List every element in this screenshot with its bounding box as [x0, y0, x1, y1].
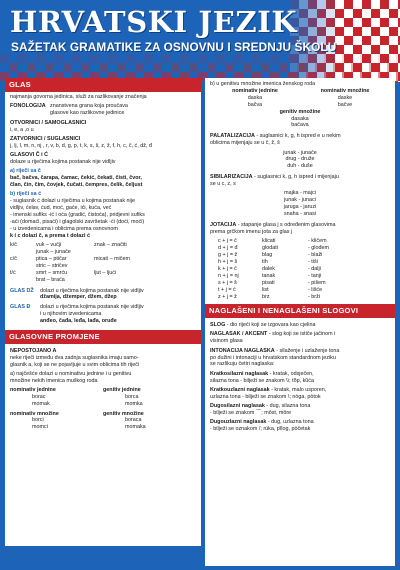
otvornici-label: OTVORNICI / SAMOGLASNICI	[10, 119, 87, 126]
intonacija-line: se razlikuju četiri naglaska:	[210, 361, 275, 368]
slog-label: SLOG	[210, 322, 226, 329]
example-cell: ptica – ptičar	[36, 255, 67, 262]
glas-definition: najmanja govorna jedinica, služi za razlikovanje značenja	[10, 94, 147, 101]
glas-dj-entry	[10, 304, 196, 325]
nepostojano-label: NEPOSTOJANO A	[10, 348, 57, 355]
glas-content	[5, 92, 201, 325]
glas-dz-label: GLAS DŽ	[10, 287, 34, 294]
table-cell: bačva	[247, 101, 263, 108]
column-header: genitiv množine	[279, 108, 321, 115]
zatvornici-list: j, lj, l, m, n, nj , r, v, b, d, g, p, t, k, s, š, z, ž, f, h, c, č, ć, dž, đ	[10, 142, 152, 149]
palatalizacija-line: oblicima mijenjaju se u č, ž, š	[210, 140, 280, 147]
page-label: Stranica	[358, 557, 386, 565]
table-cell: borci	[32, 417, 44, 424]
right-content	[205, 78, 395, 300]
table-cell: bačve	[337, 101, 353, 108]
table-cell: momci	[32, 424, 48, 431]
jotacija-cell: - pišem	[308, 279, 326, 286]
page-header	[0, 0, 400, 82]
sibilarizacija-label: SIBILARIZACIJA	[210, 174, 253, 181]
example-table	[10, 242, 196, 283]
jotacija-cell: k + j = č	[218, 265, 237, 272]
example-cell	[10, 277, 36, 284]
glas-dj-label: GLAS Đ	[10, 303, 31, 310]
palatalizacija-example: junak - junače	[283, 149, 317, 156]
example-cell: t/ć	[10, 269, 16, 276]
section-heading-promjene: GLASOVNE PROMJENE	[5, 330, 201, 344]
fonologija-line: glasove kao razlikovne jedinice	[50, 110, 125, 117]
example-cell: k/č	[10, 242, 17, 249]
example-row	[10, 249, 196, 256]
jotacija-spacer	[354, 287, 394, 294]
kratkosilazni-label: Kratkosilazni naglasak	[210, 370, 269, 377]
nepostojano-line: glasnik a, koji se ne pojavljuje u svim oblicima tih riječi	[10, 361, 140, 368]
jotacija-spacer	[354, 259, 394, 266]
sibilarizacija-line: - suglasnici k, g, h ispred i mijenjaju	[254, 174, 339, 181]
slog-text: - dio riječi koji se izgovara kao cjelina	[226, 322, 316, 329]
promjene-content	[5, 344, 201, 431]
table-cell: daska	[247, 94, 263, 101]
jotacija-spacer	[354, 252, 394, 259]
glasovi-c-description: dolaze u riječima kojima postanak nije vidljiv	[10, 158, 116, 165]
table-cell: momka	[125, 401, 143, 408]
page-subtitle: SAŽETAK GRAMATIKE ZA OSNOVNU I SREDNJU ŠKOLU	[11, 40, 337, 54]
jotacija-line: prema grčkom imenu jota za glas j	[210, 229, 293, 235]
column-header: nominativ jednine	[10, 387, 56, 394]
kratkouzlazni-line: - kratak, malo usporen,	[271, 386, 327, 393]
jotacija-cell: c + j = č	[218, 238, 237, 245]
jotacija-row	[210, 287, 390, 294]
dugosilazni-label: Dugosilazni naglasak	[210, 403, 265, 410]
table-cell: borac	[32, 394, 46, 401]
jotacija-cell: - blaži	[308, 252, 323, 259]
glas-dz-entry	[10, 288, 196, 302]
section-heading-glas: GLAS	[5, 78, 201, 92]
jotacija-row	[210, 266, 390, 273]
dugosilazni-line: - dug, silazna tona	[266, 403, 311, 410]
table-cell: borca	[125, 394, 139, 401]
jotacija-cell: d + j = đ	[218, 245, 238, 252]
otvornici-list: i, e, a ,o u	[10, 126, 34, 133]
example-row	[10, 263, 196, 270]
table-cell: daske	[337, 94, 353, 101]
example-words: bač, bačva, čarapa, čamac, čekić, čekati, čisti, čvor,	[10, 175, 142, 182]
declension-table-plural	[10, 411, 196, 432]
page-number-value: 1	[387, 553, 394, 566]
jotacija-spacer	[354, 280, 394, 287]
example-cell: c/č	[10, 255, 17, 262]
example-cell	[94, 263, 196, 270]
glas-dj-line: i u njihovim izvedenicama	[40, 310, 102, 317]
example-cell: stric – stričev	[36, 262, 68, 269]
jotacija-cell: n + j = nj	[218, 272, 239, 279]
rule-line: b) u genitivu množine imenica ženskog roda	[210, 81, 316, 87]
jotacija-row	[210, 294, 390, 301]
jotacija-cell: s + j = š	[218, 279, 237, 286]
jotacija-row	[210, 245, 390, 252]
rule-line: - suglasnik ć dolazi u riječima u kojima postanak nije	[10, 198, 135, 205]
jotacija-cell: tih	[262, 259, 268, 266]
example-cell	[10, 249, 36, 256]
feminine-declension-table	[210, 88, 390, 109]
glas-dj-line: dolazi u riječima kojima postanak nije vidljiv	[40, 303, 144, 310]
table-cell: momak	[32, 401, 50, 408]
jotacija-table	[210, 238, 390, 300]
page-number	[358, 553, 394, 567]
example-row	[10, 277, 196, 284]
dugouzlazni-line: - bilježi se oznakom /; rúka, pȉlog, pòčetak	[210, 426, 311, 433]
jotacija-cell: pisati	[262, 279, 275, 286]
rule-line: -aći (domaći, pisaći) i glagolski završetak -ći (doći, moći)	[10, 218, 145, 225]
jotacija-cell: - kličem	[308, 238, 327, 245]
glas-dz-line: dolazi u riječima kojima postanak nije vidljiv	[40, 287, 144, 294]
example-cell: ljut – ljući	[94, 269, 117, 276]
dugouzlazni-line: - dug, uzlazna tona	[267, 419, 314, 426]
kratkosilazni-line: silazna tona - bilježi se znakom \\; tȍp, kȕća	[210, 377, 314, 384]
jotacija-cell: - lišće	[308, 286, 323, 293]
jotacija-cell: t + j = ć	[218, 286, 236, 293]
example-row	[10, 242, 196, 249]
palatalizacija-line: - suglasnici k, g, h ispred e u nekim	[256, 133, 341, 140]
intonacija-label: INTONACIJA NAGLASKA	[210, 347, 275, 354]
nepostojano-a-line: množine nekih imenica muškog roda	[10, 378, 98, 385]
column-header: genitiv množine	[103, 410, 144, 417]
kratkouzlazni-label: Kratkouzlazni naglasak	[210, 386, 270, 393]
jotacija-spacer	[354, 294, 394, 301]
column-header: nominativ jednine	[232, 87, 278, 94]
right-column	[205, 78, 395, 566]
fonologija-line: znanstvena grana koja proučava	[50, 103, 128, 110]
example-cell	[94, 277, 196, 284]
table-cell: dasaka	[291, 115, 309, 122]
example-cell: vuk – vučji	[36, 242, 62, 249]
rule-line: - u izvedenicama i oblicima prema osnovnom	[10, 225, 118, 232]
fonologija-label: FONOLOGIJA	[10, 103, 46, 110]
subsection-b-label: b) riječi sa ć	[10, 191, 42, 198]
jotacija-row	[210, 280, 390, 287]
palatalizacija-example: duh - duše	[287, 163, 313, 170]
jotacija-cell: h + j = š	[218, 259, 238, 266]
jotacija-label: JOTACIJA	[210, 222, 237, 229]
sibilarizacija-example: junak - junaci	[284, 197, 316, 204]
sibilarizacija-line: se u c, z, s	[210, 181, 236, 188]
naglasak-label: NAGLASAK / AKCENT	[210, 331, 268, 338]
jotacija-cell: - dalji	[308, 265, 321, 272]
declension-table-singular	[10, 387, 196, 408]
left-column	[5, 78, 201, 546]
nepostojano-line: neke riječi između dva zadnja suglasnika imaju samo-	[10, 355, 139, 362]
sibilarizacija-example: majka - majci	[284, 190, 316, 197]
kratkouzlazni-line: uzlazna tona - bilježi se znakom \; nòga, pòtok	[210, 393, 321, 400]
intonacija-line: po dužini i intonaciji u hrvatskom standardnom jeziku	[210, 354, 336, 361]
dugosilazni-line: - bilježi se znakom ⌒; mȏst, mȏre	[210, 410, 292, 417]
example-cell: smrt – smrću	[36, 269, 68, 276]
jotacija-cell: - glođem	[308, 245, 329, 252]
sibilarizacija-example: jaruga - jaruzi	[283, 204, 317, 211]
example-cell: brat – braća	[36, 276, 65, 283]
jotacija-cell: z + j = ž	[218, 293, 237, 300]
jotacija-cell: - tiši	[308, 259, 318, 266]
example-words: član, čin, čim, čovjek, čučati, čempres, čelik, čeljust	[10, 182, 143, 189]
section-heading-naglasci: NAGLAŠENI I NENAGLAŠENI SLOGOVI	[205, 304, 395, 318]
rule-line: vidljiv, ćelav, ćud, moć, gaće, ići, kuća, već	[10, 205, 112, 212]
intonacija-line: - silaženje i uzlaženje tona	[276, 347, 340, 354]
example-cell: junak – junače	[36, 248, 71, 255]
zatvornici-label: ZATVORNICI / SUGLASNICI	[10, 135, 81, 142]
naglasak-line: visinom glasa	[210, 338, 243, 345]
sibilarizacija-example: snaha - snasi	[283, 211, 317, 218]
subsection-a-label: a) riječi sa č	[10, 168, 41, 175]
jotacija-cell: glodati	[262, 245, 278, 252]
jotacija-row	[210, 259, 390, 266]
rule-line: k i c dolazi č, a prema t dolazi ć	[10, 232, 90, 239]
column-header: nominativ množine	[10, 410, 59, 417]
naglasci-content	[205, 318, 395, 433]
column-header: genitiv jednine	[103, 387, 141, 394]
jotacija-cell: g + j = ž	[218, 252, 238, 259]
palatalizacija-label: PALATALIZACIJA	[210, 133, 255, 140]
column-header: nominativ množine	[320, 87, 370, 94]
jotacija-row	[210, 252, 390, 259]
example-cell	[94, 249, 196, 256]
glas-dj-examples: anđeo, čađa, leđa, lađa, oruđe	[40, 317, 117, 324]
jotacija-line: - stapanje glasa j s određenim glasovima	[237, 222, 336, 229]
rule-line: - imenski sufiks -ić i oća (gradić, čistoća), pridjevni sufiks	[10, 212, 145, 219]
example-cell: znak – značiti	[94, 242, 127, 249]
example-row	[10, 256, 196, 263]
jotacija-cell: - tanji	[308, 272, 322, 279]
jotacija-spacer	[354, 238, 394, 245]
dugouzlazni-label: Dugouzlazni naglasak	[210, 419, 267, 426]
jotacija-cell: brz	[262, 293, 270, 300]
page-title: HRVATSKI JEZIK	[10, 5, 298, 39]
nepostojano-a-line: a) najčešće dolazi u nominativu jednine i u genitivu	[10, 371, 132, 378]
kratkosilazni-line: - kratak, odsječen,	[269, 370, 314, 377]
naglasak-line: - slog koji se ističe jačinom i	[268, 331, 336, 338]
example-row	[10, 270, 196, 277]
example-cell	[10, 263, 36, 270]
example-cell: micati – mičem	[94, 255, 130, 262]
jotacija-spacer	[354, 266, 394, 273]
jotacija-spacer	[354, 245, 394, 252]
jotacija-row	[210, 238, 390, 245]
jotacija-cell: dalek	[262, 265, 275, 272]
jotacija-cell: klicati	[262, 238, 276, 245]
glas-dz-examples: džamija, džemper, džem, džep	[40, 294, 117, 301]
table-cell: momaka	[125, 424, 146, 431]
table-cell: boraca	[125, 417, 142, 424]
palatalizacija-example: drug - druže	[285, 156, 315, 163]
jotacija-cell: list	[262, 286, 269, 293]
table-cell: bačava	[291, 122, 309, 129]
jotacija-cell: tanak	[262, 272, 276, 279]
jotacija-spacer	[354, 273, 394, 280]
jotacija-cell: blag	[262, 252, 273, 259]
fonologija-entry	[10, 103, 196, 117]
jotacija-cell: - brži	[308, 293, 320, 300]
jotacija-row	[210, 273, 390, 280]
glasovi-c-label: GLASOVI Č i Ć	[10, 152, 49, 159]
